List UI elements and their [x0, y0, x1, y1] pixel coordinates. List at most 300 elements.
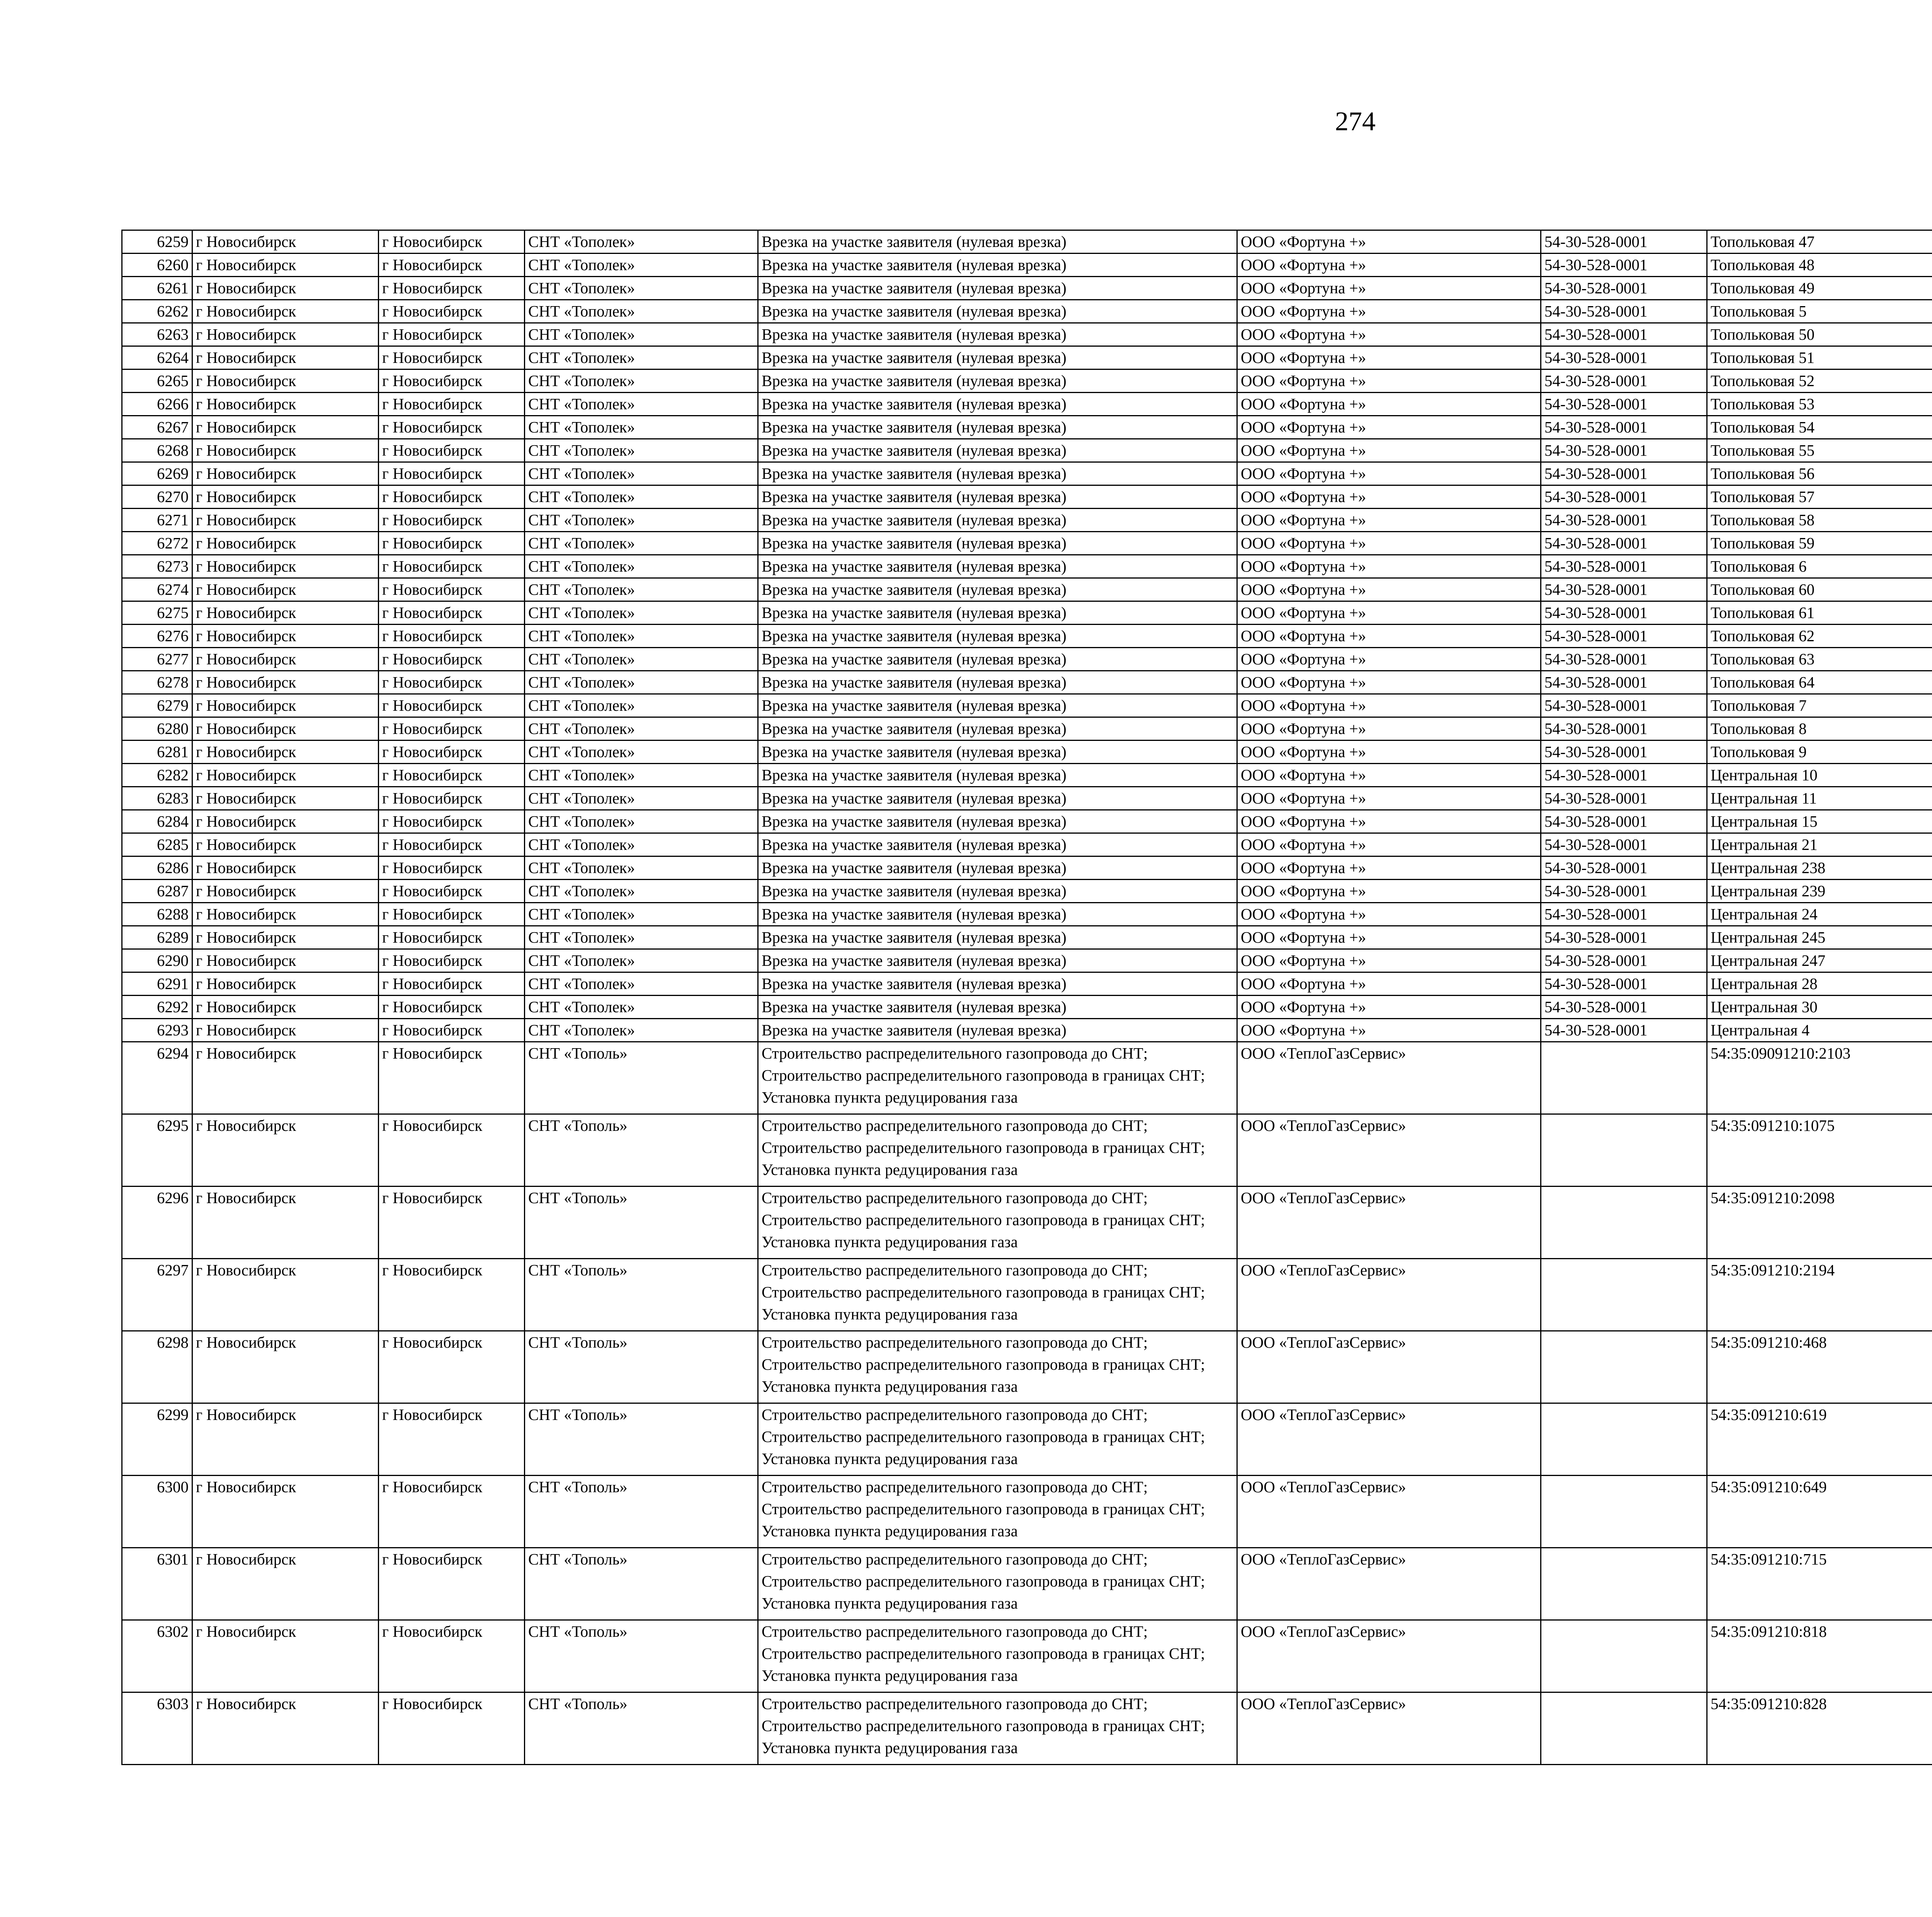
cell-contractor: ООО «ТеплоГазСервис»: [1237, 1620, 1541, 1692]
cell-registry-number: [1541, 1114, 1707, 1187]
cell-city: г Новосибирск: [379, 1476, 525, 1548]
cell-registry-number: 54-30-528-0001: [1541, 741, 1707, 764]
cell-city: г Новосибирск: [379, 694, 525, 717]
cell-work-type: Врезка на участке заявителя (нулевая врезка): [758, 555, 1237, 578]
cell-region: г Новосибирск: [192, 254, 379, 277]
cell-registry-number: 54-30-528-0001: [1541, 416, 1707, 439]
cell-contractor: ООО «Фортуна +»: [1237, 509, 1541, 532]
cell-region: г Новосибирск: [192, 230, 379, 254]
cell-registry-number: 54-30-528-0001: [1541, 439, 1707, 462]
cell-region: г Новосибирск: [192, 578, 379, 601]
cell-address: Топольковая 55: [1707, 439, 1932, 462]
cell-region: г Новосибирск: [192, 300, 379, 323]
cell-contractor: ООО «Фортуна +»: [1237, 787, 1541, 810]
cell-city: г Новосибирск: [379, 601, 525, 625]
cell-registry-number: 54-30-528-0001: [1541, 230, 1707, 254]
cell-work-type: Врезка на участке заявителя (нулевая врезка): [758, 741, 1237, 764]
cell-city: г Новосибирск: [379, 1548, 525, 1620]
table-row: [122, 393, 1932, 416]
table-row: [122, 741, 1932, 764]
cell-contractor: ООО «Фортуна +»: [1237, 346, 1541, 369]
table-row: [122, 671, 1932, 694]
cell-address: Центральная 245: [1707, 926, 1932, 949]
cell-city: г Новосибирск: [379, 949, 525, 972]
cell-city: г Новосибирск: [379, 1259, 525, 1331]
cell-contractor: ООО «ТеплоГазСервис»: [1237, 1042, 1541, 1114]
cell-settlement: СНТ «Тополек»: [525, 462, 758, 485]
cell-city: г Новосибирск: [379, 323, 525, 346]
cell-contractor: ООО «Фортуна +»: [1237, 764, 1541, 787]
table-row: [122, 369, 1932, 393]
cell-settlement: СНТ «Тополек»: [525, 764, 758, 787]
cell-contractor: ООО «Фортуна +»: [1237, 462, 1541, 485]
cell-city: г Новосибирск: [379, 717, 525, 741]
cell-region: г Новосибирск: [192, 764, 379, 787]
cell-contractor: ООО «ТеплоГазСервис»: [1237, 1259, 1541, 1331]
cell-row-number: 6272: [122, 532, 192, 555]
cell-region: г Новосибирск: [192, 810, 379, 833]
cell-row-number: 6295: [122, 1114, 192, 1187]
cell-contractor: ООО «Фортуна +»: [1237, 996, 1541, 1019]
cell-region: г Новосибирск: [192, 926, 379, 949]
cell-settlement: СНТ «Тополек»: [525, 648, 758, 671]
cell-settlement: СНТ «Тополек»: [525, 903, 758, 926]
cell-registry-number: 54-30-528-0001: [1541, 323, 1707, 346]
cell-address: 54:35:09091210:2103: [1707, 1042, 1932, 1114]
cell-address: Топольковая 49: [1707, 277, 1932, 300]
cell-work-type: Врезка на участке заявителя (нулевая врезка): [758, 880, 1237, 903]
table-row: [122, 625, 1932, 648]
cell-registry-number: 54-30-528-0001: [1541, 810, 1707, 833]
cell-registry-number: 54-30-528-0001: [1541, 346, 1707, 369]
cell-address: Центральная 239: [1707, 880, 1932, 903]
cell-row-number: 6284: [122, 810, 192, 833]
cell-settlement: СНТ «Тополек»: [525, 509, 758, 532]
table-row: [122, 509, 1932, 532]
table-row: [122, 416, 1932, 439]
cell-settlement: СНТ «Тополек»: [525, 787, 758, 810]
cell-work-type: Строительство распределительного газопровода до СНТ; Строительство распределительного газопровода в границах СНТ; Установка пункта редуцирования газа: [758, 1692, 1237, 1765]
cell-work-type: Строительство распределительного газопровода до СНТ; Строительство распределительного газопровода в границах СНТ; Установка пункта редуцирования газа: [758, 1548, 1237, 1620]
cell-row-number: 6267: [122, 416, 192, 439]
table-row: [122, 833, 1932, 856]
cell-registry-number: [1541, 1259, 1707, 1331]
cell-registry-number: [1541, 1331, 1707, 1403]
cell-work-type: Врезка на участке заявителя (нулевая врезка): [758, 648, 1237, 671]
cell-city: г Новосибирск: [379, 532, 525, 555]
cell-registry-number: [1541, 1187, 1707, 1259]
cell-address: Центральная 238: [1707, 856, 1932, 880]
cell-contractor: ООО «Фортуна +»: [1237, 277, 1541, 300]
cell-contractor: ООО «Фортуна +»: [1237, 532, 1541, 555]
cell-work-type: Врезка на участке заявителя (нулевая врезка): [758, 277, 1237, 300]
cell-registry-number: 54-30-528-0001: [1541, 532, 1707, 555]
table-row: [122, 1019, 1932, 1042]
cell-region: г Новосибирск: [192, 462, 379, 485]
cell-contractor: ООО «Фортуна +»: [1237, 393, 1541, 416]
cell-region: г Новосибирск: [192, 323, 379, 346]
cell-address: 54:35:091210:649: [1707, 1476, 1932, 1548]
cell-settlement: СНТ «Тополек»: [525, 625, 758, 648]
cell-address: 54:35:091210:828: [1707, 1692, 1932, 1765]
cell-row-number: 6301: [122, 1548, 192, 1620]
cell-settlement: СНТ «Тополек»: [525, 601, 758, 625]
table-row: [122, 1620, 1932, 1692]
cell-settlement: СНТ «Тополек»: [525, 393, 758, 416]
cell-work-type: Врезка на участке заявителя (нулевая врезка): [758, 416, 1237, 439]
cell-row-number: 6299: [122, 1403, 192, 1476]
cell-city: г Новосибирск: [379, 439, 525, 462]
cell-address: Топольковая 7: [1707, 694, 1932, 717]
cell-row-number: 6269: [122, 462, 192, 485]
cell-work-type: Врезка на участке заявителя (нулевая врезка): [758, 856, 1237, 880]
cell-row-number: 6283: [122, 787, 192, 810]
cell-registry-number: 54-30-528-0001: [1541, 555, 1707, 578]
cell-settlement: СНТ «Тополек»: [525, 346, 758, 369]
cell-city: г Новосибирск: [379, 625, 525, 648]
cell-city: г Новосибирск: [379, 1331, 525, 1403]
cell-settlement: СНТ «Тополек»: [525, 926, 758, 949]
table-row: [122, 555, 1932, 578]
cell-settlement: СНТ «Тополек»: [525, 741, 758, 764]
cell-contractor: ООО «ТеплоГазСервис»: [1237, 1187, 1541, 1259]
cell-registry-number: 54-30-528-0001: [1541, 1019, 1707, 1042]
table-row: [122, 1331, 1932, 1403]
cell-row-number: 6290: [122, 949, 192, 972]
cell-city: г Новосибирск: [379, 1620, 525, 1692]
table-row: [122, 578, 1932, 601]
cell-city: г Новосибирск: [379, 416, 525, 439]
cell-registry-number: 54-30-528-0001: [1541, 996, 1707, 1019]
table-row: [122, 485, 1932, 509]
table-row: [122, 1187, 1932, 1259]
cell-settlement: СНТ «Тополек»: [525, 254, 758, 277]
cell-contractor: ООО «Фортуна +»: [1237, 230, 1541, 254]
cell-work-type: Врезка на участке заявителя (нулевая врезка): [758, 300, 1237, 323]
cell-settlement: СНТ «Тополь»: [525, 1620, 758, 1692]
cell-address: Топольковая 8: [1707, 717, 1932, 741]
cell-address: Топольковая 47: [1707, 230, 1932, 254]
cell-registry-number: 54-30-528-0001: [1541, 671, 1707, 694]
cell-contractor: ООО «Фортуна +»: [1237, 671, 1541, 694]
cell-city: г Новосибирск: [379, 1187, 525, 1259]
cell-registry-number: 54-30-528-0001: [1541, 462, 1707, 485]
cell-work-type: Строительство распределительного газопровода до СНТ; Строительство распределительного газопровода в границах СНТ; Установка пункта редуцирования газа: [758, 1114, 1237, 1187]
cell-address: 54:35:091210:818: [1707, 1620, 1932, 1692]
cell-row-number: 6294: [122, 1042, 192, 1114]
cell-work-type: Врезка на участке заявителя (нулевая врезка): [758, 926, 1237, 949]
cell-address: Топольковая 5: [1707, 300, 1932, 323]
cell-address: Центральная 28: [1707, 972, 1932, 996]
cell-address: Топольковая 51: [1707, 346, 1932, 369]
cell-region: г Новосибирск: [192, 509, 379, 532]
cell-row-number: 6274: [122, 578, 192, 601]
cell-address: Центральная 4: [1707, 1019, 1932, 1042]
cell-address: Топольковая 50: [1707, 323, 1932, 346]
cell-city: г Новосибирск: [379, 277, 525, 300]
cell-settlement: СНТ «Тополь»: [525, 1042, 758, 1114]
cell-registry-number: 54-30-528-0001: [1541, 972, 1707, 996]
cell-contractor: ООО «Фортуна +»: [1237, 439, 1541, 462]
cell-registry-number: 54-30-528-0001: [1541, 648, 1707, 671]
cell-address: 54:35:091210:619: [1707, 1403, 1932, 1476]
cell-row-number: 6297: [122, 1259, 192, 1331]
cell-region: г Новосибирск: [192, 416, 379, 439]
cell-work-type: Врезка на участке заявителя (нулевая врезка): [758, 625, 1237, 648]
cell-row-number: 6271: [122, 509, 192, 532]
cell-region: г Новосибирск: [192, 972, 379, 996]
cell-row-number: 6268: [122, 439, 192, 462]
cell-city: г Новосибирск: [379, 254, 525, 277]
cell-work-type: Врезка на участке заявителя (нулевая врезка): [758, 1019, 1237, 1042]
cell-region: г Новосибирск: [192, 555, 379, 578]
cell-contractor: ООО «ТеплоГазСервис»: [1237, 1476, 1541, 1548]
cell-city: г Новосибирск: [379, 856, 525, 880]
cell-row-number: 6266: [122, 393, 192, 416]
cell-work-type: Врезка на участке заявителя (нулевая врезка): [758, 810, 1237, 833]
table-row: [122, 764, 1932, 787]
table-row: [122, 903, 1932, 926]
table-row: [122, 810, 1932, 833]
cell-row-number: 6280: [122, 717, 192, 741]
cell-city: г Новосибирск: [379, 903, 525, 926]
cell-city: г Новосибирск: [379, 996, 525, 1019]
table-row: [122, 717, 1932, 741]
table-row: [122, 1403, 1932, 1476]
cell-city: г Новосибирск: [379, 1692, 525, 1765]
table-row: [122, 1548, 1932, 1620]
cell-contractor: ООО «Фортуна +»: [1237, 323, 1541, 346]
cell-region: г Новосибирск: [192, 903, 379, 926]
cell-registry-number: [1541, 1692, 1707, 1765]
cell-contractor: ООО «Фортуна +»: [1237, 578, 1541, 601]
cell-settlement: СНТ «Тополек»: [525, 1019, 758, 1042]
cell-work-type: Врезка на участке заявителя (нулевая врезка): [758, 254, 1237, 277]
cell-contractor: ООО «Фортуна +»: [1237, 1019, 1541, 1042]
cell-row-number: 6298: [122, 1331, 192, 1403]
cell-work-type: Врезка на участке заявителя (нулевая врезка): [758, 485, 1237, 509]
cell-contractor: ООО «Фортуна +»: [1237, 601, 1541, 625]
cell-row-number: 6282: [122, 764, 192, 787]
cell-address: Топольковая 61: [1707, 601, 1932, 625]
cell-city: г Новосибирск: [379, 300, 525, 323]
cell-city: г Новосибирск: [379, 972, 525, 996]
cell-city: г Новосибирск: [379, 462, 525, 485]
cell-region: г Новосибирск: [192, 833, 379, 856]
cell-work-type: Строительство распределительного газопровода до СНТ; Строительство распределительного газопровода в границах СНТ; Установка пункта редуцирования газа: [758, 1331, 1237, 1403]
cell-city: г Новосибирск: [379, 346, 525, 369]
cell-registry-number: 54-30-528-0001: [1541, 903, 1707, 926]
cell-address: Центральная 247: [1707, 949, 1932, 972]
cell-contractor: ООО «Фортуна +»: [1237, 300, 1541, 323]
cell-row-number: 6275: [122, 601, 192, 625]
cell-settlement: СНТ «Тополек»: [525, 485, 758, 509]
table-row: [122, 1692, 1932, 1765]
table-row: [122, 949, 1932, 972]
cell-region: г Новосибирск: [192, 277, 379, 300]
cell-work-type: Строительство распределительного газопровода до СНТ; Строительство распределительного газопровода в границах СНТ; Установка пункта редуцирования газа: [758, 1187, 1237, 1259]
cell-address: Топольковая 57: [1707, 485, 1932, 509]
cell-address: Топольковая 54: [1707, 416, 1932, 439]
cell-row-number: 6259: [122, 230, 192, 254]
cell-contractor: ООО «Фортуна +»: [1237, 741, 1541, 764]
table-row: [122, 532, 1932, 555]
table-row: [122, 300, 1932, 323]
cell-address: 54:35:091210:715: [1707, 1548, 1932, 1620]
cell-region: г Новосибирск: [192, 1403, 379, 1476]
cell-address: Топольковая 48: [1707, 254, 1932, 277]
cell-region: г Новосибирск: [192, 1187, 379, 1259]
cell-row-number: 6281: [122, 741, 192, 764]
cell-work-type: Строительство распределительного газопровода до СНТ; Строительство распределительного газопровода в границах СНТ; Установка пункта редуцирования газа: [758, 1403, 1237, 1476]
cell-address: Топольковая 58: [1707, 509, 1932, 532]
cell-work-type: Врезка на участке заявителя (нулевая врезка): [758, 601, 1237, 625]
cell-settlement: СНТ «Тополек»: [525, 369, 758, 393]
cell-city: г Новосибирск: [379, 230, 525, 254]
cell-row-number: 6302: [122, 1620, 192, 1692]
cell-contractor: ООО «ТеплоГазСервис»: [1237, 1692, 1541, 1765]
table-row: [122, 462, 1932, 485]
cell-contractor: ООО «Фортуна +»: [1237, 485, 1541, 509]
cell-row-number: 6291: [122, 972, 192, 996]
cell-city: г Новосибирск: [379, 369, 525, 393]
cell-settlement: СНТ «Тополек»: [525, 416, 758, 439]
cell-row-number: 6260: [122, 254, 192, 277]
cell-work-type: Врезка на участке заявителя (нулевая врезка): [758, 532, 1237, 555]
cell-city: г Новосибирск: [379, 509, 525, 532]
table-row: [122, 1259, 1932, 1331]
table-row: [122, 346, 1932, 369]
cell-region: г Новосибирск: [192, 1548, 379, 1620]
cell-address: Топольковая 64: [1707, 671, 1932, 694]
cell-city: г Новосибирск: [379, 833, 525, 856]
cell-settlement: СНТ «Тополек»: [525, 996, 758, 1019]
cell-work-type: Врезка на участке заявителя (нулевая врезка): [758, 903, 1237, 926]
cell-address: Центральная 15: [1707, 810, 1932, 833]
cell-settlement: СНТ «Тополек»: [525, 972, 758, 996]
cell-contractor: ООО «Фортуна +»: [1237, 903, 1541, 926]
cell-row-number: 6262: [122, 300, 192, 323]
table-row: [122, 601, 1932, 625]
table-row: [122, 996, 1932, 1019]
cell-region: г Новосибирск: [192, 1019, 379, 1042]
cell-address: Топольковая 9: [1707, 741, 1932, 764]
cell-row-number: 6261: [122, 277, 192, 300]
cell-registry-number: [1541, 1042, 1707, 1114]
table-row: [122, 1476, 1932, 1548]
cell-row-number: 6303: [122, 1692, 192, 1765]
cell-work-type: Врезка на участке заявителя (нулевая врезка): [758, 764, 1237, 787]
cell-settlement: СНТ «Тополек»: [525, 856, 758, 880]
cell-address: Топольковая 53: [1707, 393, 1932, 416]
cell-work-type: Врезка на участке заявителя (нулевая врезка): [758, 462, 1237, 485]
cell-address: Центральная 30: [1707, 996, 1932, 1019]
cell-registry-number: 54-30-528-0001: [1541, 277, 1707, 300]
cell-registry-number: 54-30-528-0001: [1541, 254, 1707, 277]
cell-row-number: 6292: [122, 996, 192, 1019]
cell-region: г Новосибирск: [192, 880, 379, 903]
cell-address: Центральная 11: [1707, 787, 1932, 810]
data-table: [121, 230, 1932, 1765]
cell-city: г Новосибирск: [379, 578, 525, 601]
cell-registry-number: 54-30-528-0001: [1541, 787, 1707, 810]
cell-work-type: Строительство распределительного газопровода до СНТ; Строительство распределительного газопровода в границах СНТ; Установка пункта редуцирования газа: [758, 1042, 1237, 1114]
cell-work-type: Врезка на участке заявителя (нулевая врезка): [758, 509, 1237, 532]
cell-region: г Новосибирск: [192, 741, 379, 764]
cell-contractor: ООО «Фортуна +»: [1237, 856, 1541, 880]
cell-row-number: 6270: [122, 485, 192, 509]
cell-work-type: Врезка на участке заявителя (нулевая врезка): [758, 323, 1237, 346]
cell-row-number: 6265: [122, 369, 192, 393]
cell-city: г Новосибирск: [379, 648, 525, 671]
cell-city: г Новосибирск: [379, 741, 525, 764]
cell-address: Топольковая 52: [1707, 369, 1932, 393]
cell-row-number: 6278: [122, 671, 192, 694]
cell-contractor: ООО «Фортуна +»: [1237, 555, 1541, 578]
cell-registry-number: 54-30-528-0001: [1541, 393, 1707, 416]
cell-settlement: СНТ «Тополек»: [525, 694, 758, 717]
cell-address: Центральная 10: [1707, 764, 1932, 787]
cell-region: г Новосибирск: [192, 369, 379, 393]
cell-settlement: СНТ «Тополек»: [525, 277, 758, 300]
cell-settlement: СНТ «Тополек»: [525, 578, 758, 601]
cell-registry-number: 54-30-528-0001: [1541, 764, 1707, 787]
cell-registry-number: [1541, 1476, 1707, 1548]
cell-region: г Новосибирск: [192, 439, 379, 462]
cell-registry-number: [1541, 1620, 1707, 1692]
cell-city: г Новосибирск: [379, 1114, 525, 1187]
cell-registry-number: 54-30-528-0001: [1541, 485, 1707, 509]
cell-settlement: СНТ «Тополек»: [525, 949, 758, 972]
cell-city: г Новосибирск: [379, 555, 525, 578]
cell-contractor: ООО «Фортуна +»: [1237, 694, 1541, 717]
cell-settlement: СНТ «Тополек»: [525, 671, 758, 694]
cell-contractor: ООО «ТеплоГазСервис»: [1237, 1548, 1541, 1620]
cell-work-type: Врезка на участке заявителя (нулевая врезка): [758, 230, 1237, 254]
cell-contractor: ООО «Фортуна +»: [1237, 972, 1541, 996]
cell-work-type: Врезка на участке заявителя (нулевая врезка): [758, 578, 1237, 601]
cell-work-type: Врезка на участке заявителя (нулевая врезка): [758, 671, 1237, 694]
cell-registry-number: 54-30-528-0001: [1541, 926, 1707, 949]
cell-settlement: СНТ «Тополь»: [525, 1476, 758, 1548]
cell-registry-number: [1541, 1403, 1707, 1476]
cell-address: Топольковая 63: [1707, 648, 1932, 671]
cell-registry-number: 54-30-528-0001: [1541, 578, 1707, 601]
cell-registry-number: 54-30-528-0001: [1541, 949, 1707, 972]
cell-work-type: Врезка на участке заявителя (нулевая врезка): [758, 833, 1237, 856]
cell-settlement: СНТ «Тополь»: [525, 1259, 758, 1331]
cell-address: 54:35:091210:1075: [1707, 1114, 1932, 1187]
cell-work-type: Врезка на участке заявителя (нулевая врезка): [758, 369, 1237, 393]
cell-registry-number: 54-30-528-0001: [1541, 601, 1707, 625]
cell-city: г Новосибирск: [379, 1019, 525, 1042]
cell-row-number: 6279: [122, 694, 192, 717]
table-row: [122, 1114, 1932, 1187]
cell-region: г Новосибирск: [192, 1114, 379, 1187]
cell-settlement: СНТ «Тополек»: [525, 810, 758, 833]
cell-contractor: ООО «Фортуна +»: [1237, 254, 1541, 277]
table-row: [122, 323, 1932, 346]
cell-work-type: Врезка на участке заявителя (нулевая врезка): [758, 996, 1237, 1019]
cell-row-number: 6276: [122, 625, 192, 648]
cell-city: г Новосибирск: [379, 671, 525, 694]
cell-row-number: 6288: [122, 903, 192, 926]
cell-city: г Новосибирск: [379, 1042, 525, 1114]
cell-settlement: СНТ «Тополек»: [525, 833, 758, 856]
cell-region: г Новосибирск: [192, 996, 379, 1019]
table-row: [122, 972, 1932, 996]
cell-settlement: СНТ «Тополек»: [525, 300, 758, 323]
